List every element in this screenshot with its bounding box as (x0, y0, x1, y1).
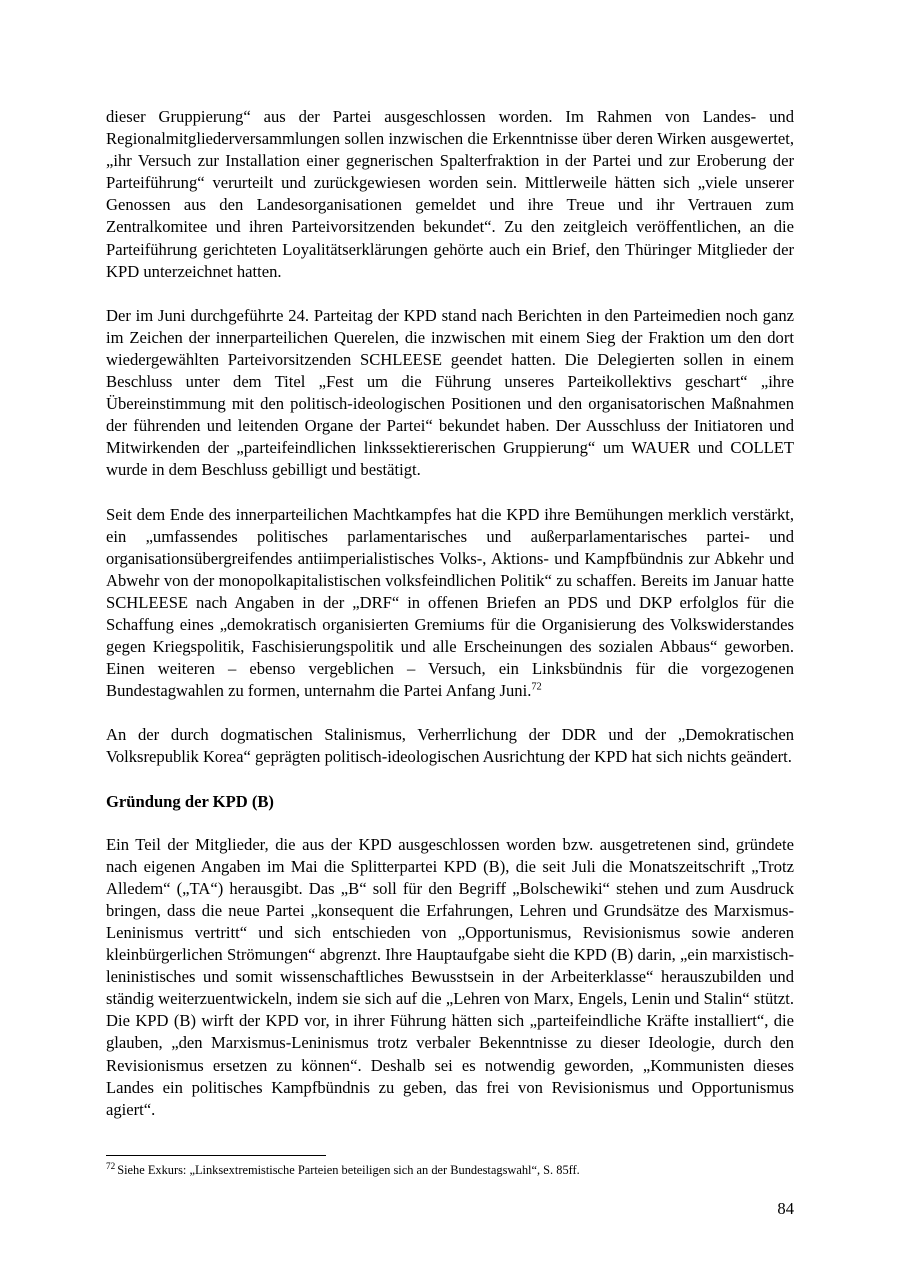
document-page (106, 0, 794, 1272)
paragraph-1: dieser Gruppierung“ aus der Partei ausgeschlossen worden. Im Rahmen von Landes- und Regionalmitgliederversammlungen sollen inzwischen die Erkenntnisse über deren Wirken ausgewertet, „ihr Versuch zur Installation einer gegnerischen Spalterfraktion in der Partei und zur Eroberung der Parteiführung“ verurteilt und zurückgewiesen worden sein. Mittlerweile hätten sich „viele unserer Genossen aus den Landesorganisationen gemeldet und ihre Treue und ihr Vertrauen zum Zentralkomitee und ihren Parteivorsitzenden bekundet“. Zu den zeitgleich veröffentlichen, an die Parteiführung gerichteten Loyalitätserklärungen gehörte auch ein Brief, den Thüringer Mitglieder der KPD unterzeichnet hatten. (106, 107, 794, 281)
paragraph-3-text: Seit dem Ende des innerparteilichen Machtkampfes hat die KPD ihre Bemühungen merklich verstärkt, ein „umfassendes politisches parlamentarisches und außerparlamentarisches partei- und organisationsübergreifendes antiimperialistisches Volks-, Aktions- und Kampfbündnis zur Abkehr und Abwehr von der monopolkapitalistischen volksfeindlichen Politik“ zu schaffen. Bereits im Januar hatte SCHLEESE nach Angaben in der „DRF“ in offenen Briefen an PDS und DKP erfolglos für die Schaffung eines „demokratisch organisierten Gremiums für die Organisierung des Volkswiderstandes gegen Kriegspolitik, Faschisierungspolitik und alle Erscheinungen des sozialen Abbaus“ geworben. Einen weiteren – ebenso vergeblichen – Versuch, ein Linksbündnis für die vorgezogenen Bundestagwahlen zu formen, unternahm die Partei Anfang Juni. (106, 504, 794, 701)
paragraph-3 (106, 504, 794, 703)
footnote-reference-72[interactable]: 72 (531, 681, 542, 693)
page-number: 84 (777, 1199, 794, 1218)
footnote-number: 72 (106, 1160, 116, 1171)
section-heading: Gründung der KPD (B) (106, 791, 274, 811)
paragraph-5: Ein Teil der Mitglieder, die aus der KPD ausgeschlossen worden bzw. ausgetretenen sind, gründete nach eigenen Angaben im Mai die Splitterpartei KPD (B), die seit Juli die Monatszeitschrift „Trotz Alledem“ („TA“) herausgibt. Das „B“ soll für den Begriff „Bolschewiki“ stehen und zum Ausdruck bringen, dass die neue Partei „konsequent die Erfahrungen, Lehren und Grundsätze des Marxismus-Leninismus vertritt“ und sich entschieden von „Opportunismus, Revisionismus sowie anderen kleinbürgerlichen Strömungen“ abgrenzt. Ihre Hauptaufgabe sieht die KPD (B) darin, „ein marxistisch-leninistisches und somit wissenschaftliches Bewusstsein in der Arbeiterklasse“ herauszubilden und ständig weiterzuentwickeln, indem sie sich auf die „Lehren von Marx, Engels, Lenin und Stalin“ stützt. Die KPD (B) wirft der KPD vor, in ihrer Führung hätten sich „parteifeindliche Kräfte installiert“, die glauben, „den Marxismus-Leninismus trotz verbaler Bekenntnisse zu dieser Ideologie, durch den Revisionismus ersetzen zu können“. Deshalb sei es notwendig geworden, „Kommunisten dieses Landes ein politisches Kampfbündnis zu geben, das frei von Revisionismus und Opportunismus agiert“. (106, 834, 794, 1119)
document-body (106, 106, 794, 1121)
footnote-separator-rule (106, 1155, 326, 1156)
footnote-text: Siehe Exkurs: „Linksextremistische Parteien beteiligen sich an der Bundestagswahl“, S. 85ff. (117, 1163, 580, 1177)
footnote-area (106, 1155, 794, 1178)
footnote-entry (106, 1162, 794, 1178)
paragraph-4: An der durch dogmatischen Stalinismus, Verherrlichung der DDR und der „Demokratischen Volksrepublik Korea“ geprägten politisch-ideologischen Ausrichtung der KPD hat sich nichts geändert. (106, 725, 794, 767)
paragraph-2: Der im Juni durchgeführte 24. Parteitag der KPD stand nach Berichten in den Parteimedien noch ganz im Zeichen der innerparteilichen Querelen, die inzwischen mit einem Sieg der Fraktion um den dort wiedergewählten Parteivorsitzenden SCHLEESE geendet hatten. Die Delegierten sollen in einem Beschluss unter dem Titel „Fest um die Führung unseres Parteikollektivs geschart“ „ihre Übereinstimmung mit den politisch-ideologischen Positionen und den organisatorischen Maßnahmen der führenden und leitenden Organe der Partei“ bekundet haben. Der Ausschluss der Initiatoren und Mitwirkenden der „parteifeindlichen linkssektiererischen Gruppierung“ um WAUER und COLLET wurde in dem Beschluss gebilligt und bestätigt. (106, 305, 794, 480)
